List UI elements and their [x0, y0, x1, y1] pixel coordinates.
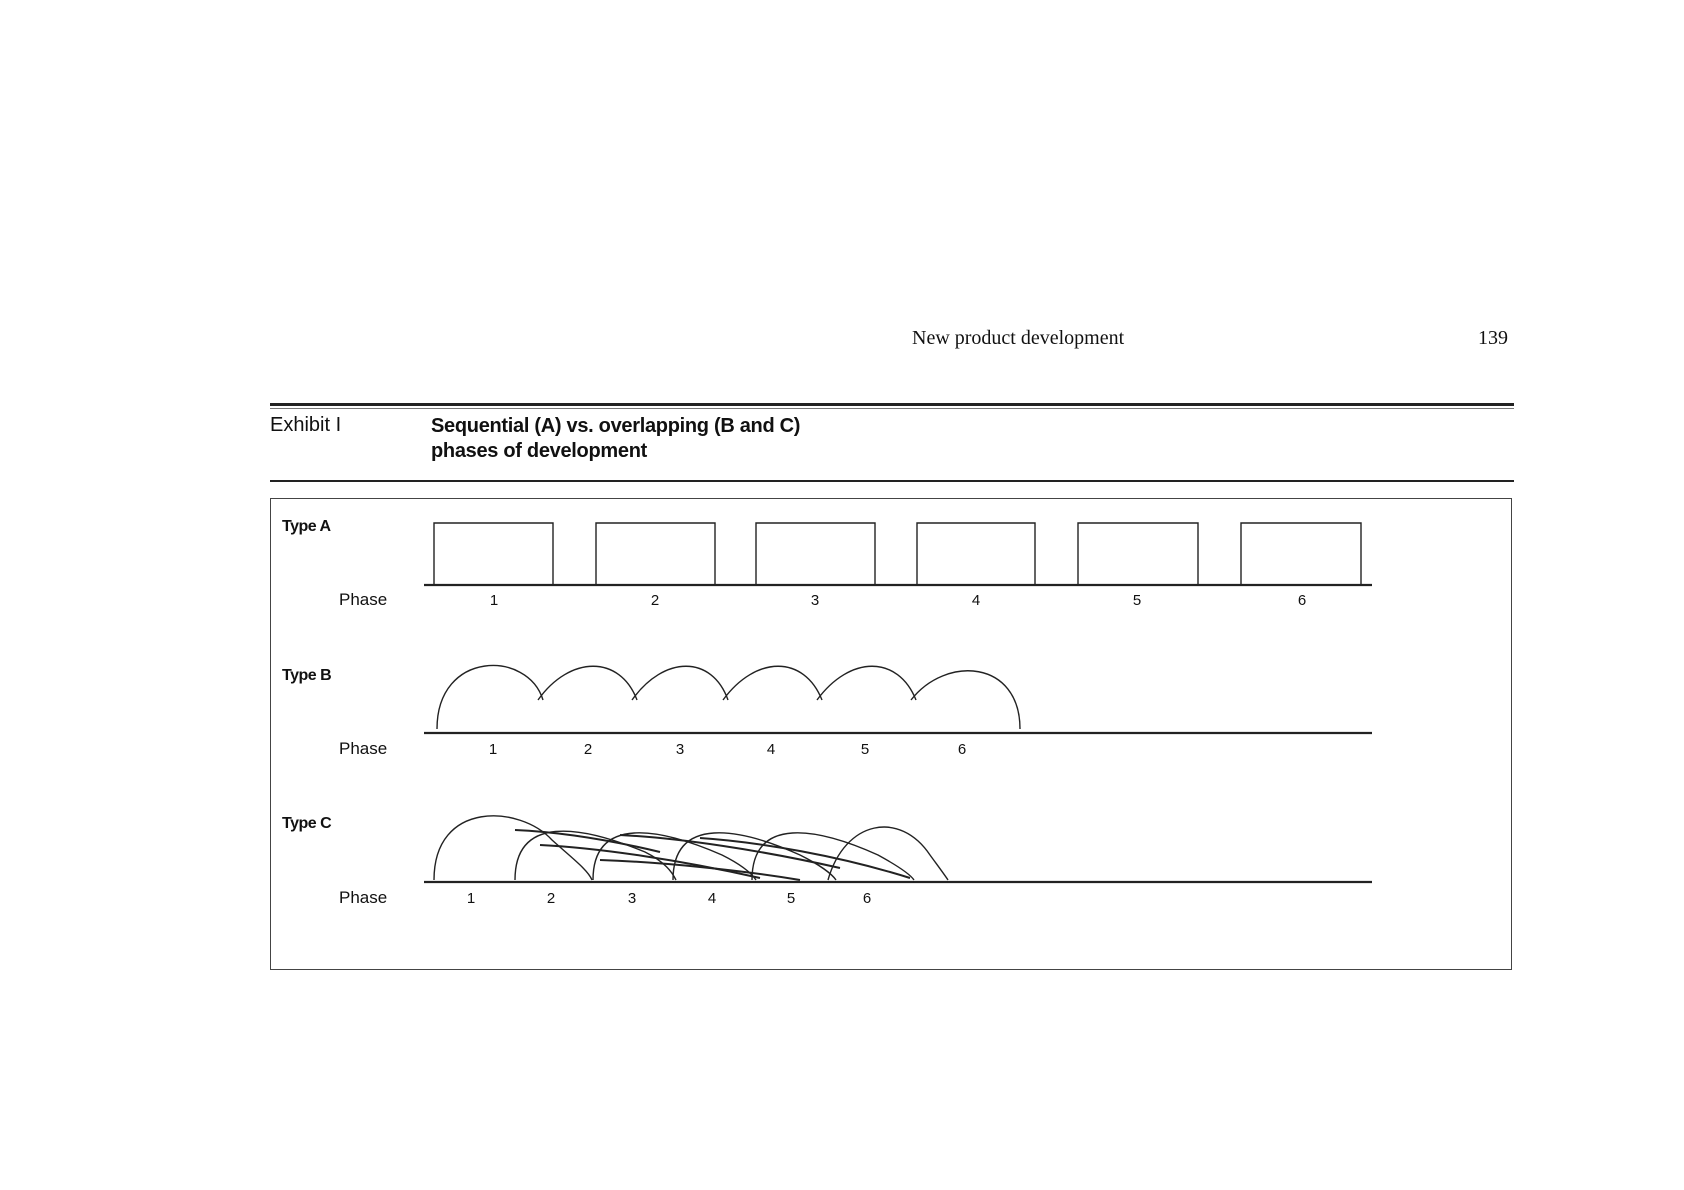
exhibit-title-line-1: Sequential (A) vs. overlapping (B and C) [431, 415, 801, 437]
type-c-graphic [424, 816, 1372, 882]
exhibit-label: Exhibit I [270, 414, 342, 436]
exhibit-title-line-2: phases of development [431, 440, 647, 462]
type-a-phase-number: 3 [810, 592, 820, 609]
type-c-phase-number: 6 [862, 890, 872, 907]
type-a-phase-box [434, 523, 553, 585]
type-a-label: Type A [282, 518, 331, 535]
type-c-phase-label: Phase [339, 888, 388, 907]
type-a-phase-box [596, 523, 715, 585]
type-c-phase-curve [434, 816, 592, 880]
type-c-label: Type C [282, 815, 332, 832]
type-b-phase-number: 5 [860, 741, 870, 758]
type-b-phase-number: 1 [488, 741, 498, 758]
type-c-phase-number: 1 [466, 890, 476, 907]
running-head: New product development [912, 327, 1125, 349]
type-a-phase-number: 6 [1297, 592, 1307, 609]
type-a-phase-label: Phase [339, 590, 388, 609]
type-a-phase-number: 2 [650, 592, 660, 609]
type-c-overlap-line [600, 860, 800, 880]
type-b-phase-curve [911, 671, 1020, 729]
type-c-phase-number: 3 [627, 890, 637, 907]
type-c-phase-number: 4 [707, 890, 717, 907]
page-number: 139 [1478, 327, 1508, 349]
type-b-phase-label: Phase [339, 739, 388, 758]
type-b-phase-number: 6 [957, 741, 967, 758]
type-b-phase-number: 2 [583, 741, 593, 758]
type-a-phase-number: 5 [1132, 592, 1142, 609]
type-a-graphic [424, 523, 1372, 585]
type-b-phase-number: 3 [675, 741, 685, 758]
type-a-phase-number: 4 [971, 592, 981, 609]
type-a-phase-box [1078, 523, 1198, 585]
type-b-phase-curve [437, 666, 543, 729]
type-b-phase-number: 4 [766, 741, 776, 758]
type-a-phase-box [756, 523, 875, 585]
type-b-phase-curve [538, 666, 637, 700]
type-b-graphic [424, 666, 1372, 733]
type-b-phase-curve [817, 666, 916, 700]
type-a-phase-number: 1 [489, 592, 499, 609]
type-a-phase-box [1241, 523, 1361, 585]
type-c-phase-number: 2 [546, 890, 556, 907]
type-a-phase-box [917, 523, 1035, 585]
type-c-phase-number: 5 [786, 890, 796, 907]
type-b-phase-curve [632, 666, 728, 700]
type-b-label: Type B [282, 667, 332, 684]
type-b-phase-curve [723, 666, 822, 700]
